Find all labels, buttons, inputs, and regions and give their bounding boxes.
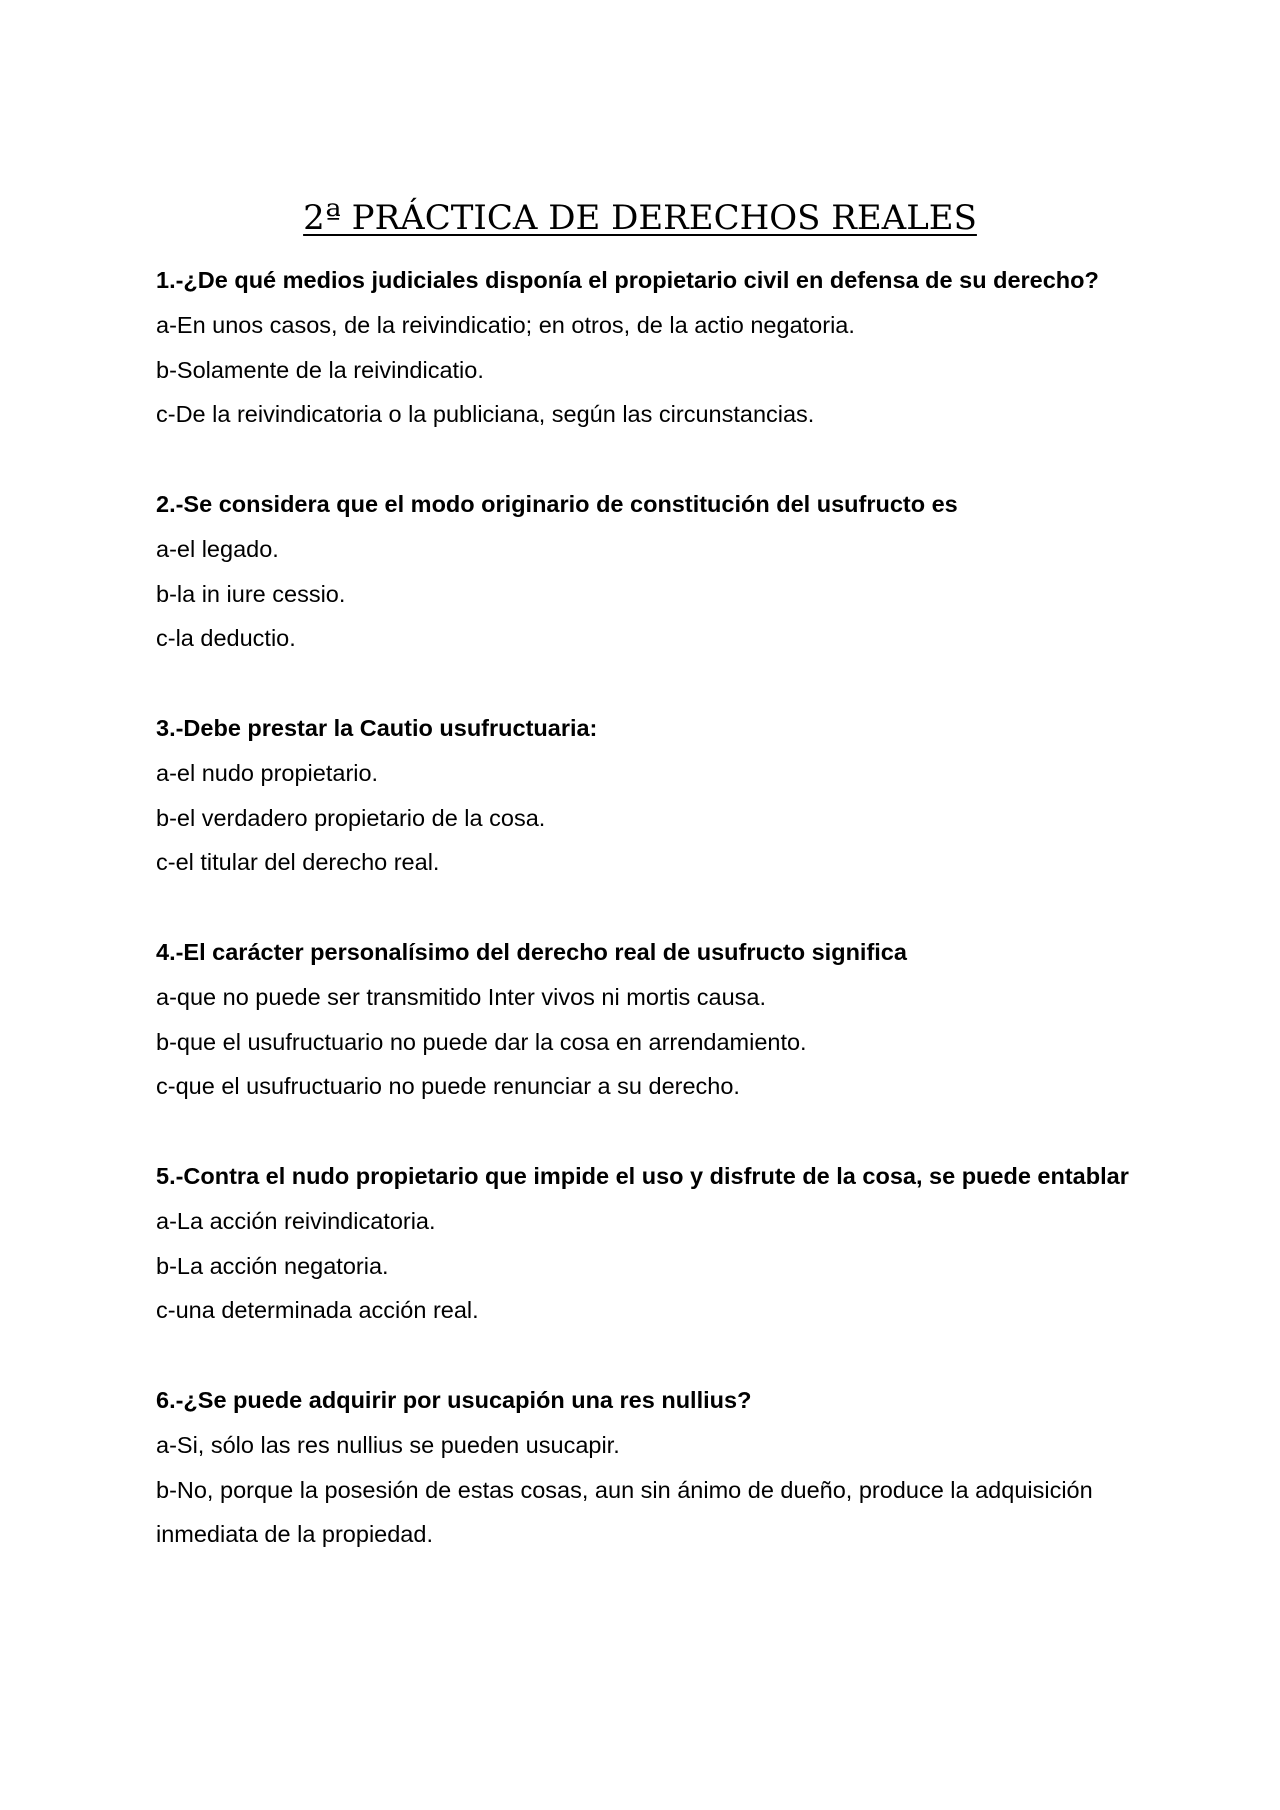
option-a: a-Si, sólo las res nullius se pueden usucapir. bbox=[156, 1431, 620, 1458]
option-c: c-el titular del derecho real. bbox=[156, 849, 440, 876]
question-3 bbox=[156, 706, 1156, 885]
option-b: b-No, porque la posesión de estas cosas, aun sin ánimo de dueño, produce la adquisición inmediata de la propiedad. bbox=[156, 1476, 1093, 1548]
option-a: a-que no puede ser transmitido Inter vivos ni mortis causa. bbox=[156, 983, 766, 1010]
option-a: a-el nudo propietario. bbox=[156, 759, 379, 786]
option-c: c-la deductio. bbox=[156, 625, 296, 652]
option-b: b-la in iure cessio. bbox=[156, 580, 346, 607]
option-a: a-En unos casos, de la reivindicatio; en otros, de la actio negatoria. bbox=[156, 311, 855, 338]
question-list bbox=[156, 258, 1156, 1557]
option-b: b-La acción negatoria. bbox=[156, 1252, 389, 1279]
question-text: 5.-Contra el nudo propietario que impide el uso y disfrute de la cosa, se puede entablar bbox=[156, 1162, 1129, 1189]
question-5 bbox=[156, 1154, 1156, 1333]
option-b: b-el verdadero propietario de la cosa. bbox=[156, 804, 546, 831]
question-1 bbox=[156, 258, 1156, 437]
question-4 bbox=[156, 930, 1156, 1109]
question-6 bbox=[156, 1378, 1156, 1557]
option-a: a-La acción reivindicatoria. bbox=[156, 1207, 436, 1234]
question-text: 6.-¿Se puede adquirir por usucapión una res nullius? bbox=[156, 1386, 752, 1413]
option-c: c-De la reivindicatoria o la publiciana, según las circunstancias. bbox=[156, 401, 815, 428]
page-title bbox=[0, 194, 1280, 242]
question-text: 1.-¿De qué medios judiciales disponía el propietario civil en defensa de su derecho? bbox=[156, 267, 1099, 293]
option-c: c-que el usufructuario no puede renunciar a su derecho. bbox=[156, 1073, 740, 1100]
question-2 bbox=[156, 482, 1156, 661]
option-a: a-el legado. bbox=[156, 535, 279, 562]
question-text: 3.-Debe prestar la Cautio usufructuaria: bbox=[156, 714, 598, 741]
question-text: 4.-El carácter personalísimo del derecho real de usufructo significa bbox=[156, 938, 907, 965]
page-title-text: 2ª PRÁCTICA DE DERECHOS REALES bbox=[303, 198, 977, 238]
option-b: b-que el usufructuario no puede dar la cosa en arrendamiento. bbox=[156, 1028, 807, 1055]
option-b: b-Solamente de la reivindicatio. bbox=[156, 356, 484, 383]
option-c: c-una determinada acción real. bbox=[156, 1297, 479, 1324]
question-text: 2.-Se considera que el modo originario de constitución del usufructo es bbox=[156, 490, 958, 517]
